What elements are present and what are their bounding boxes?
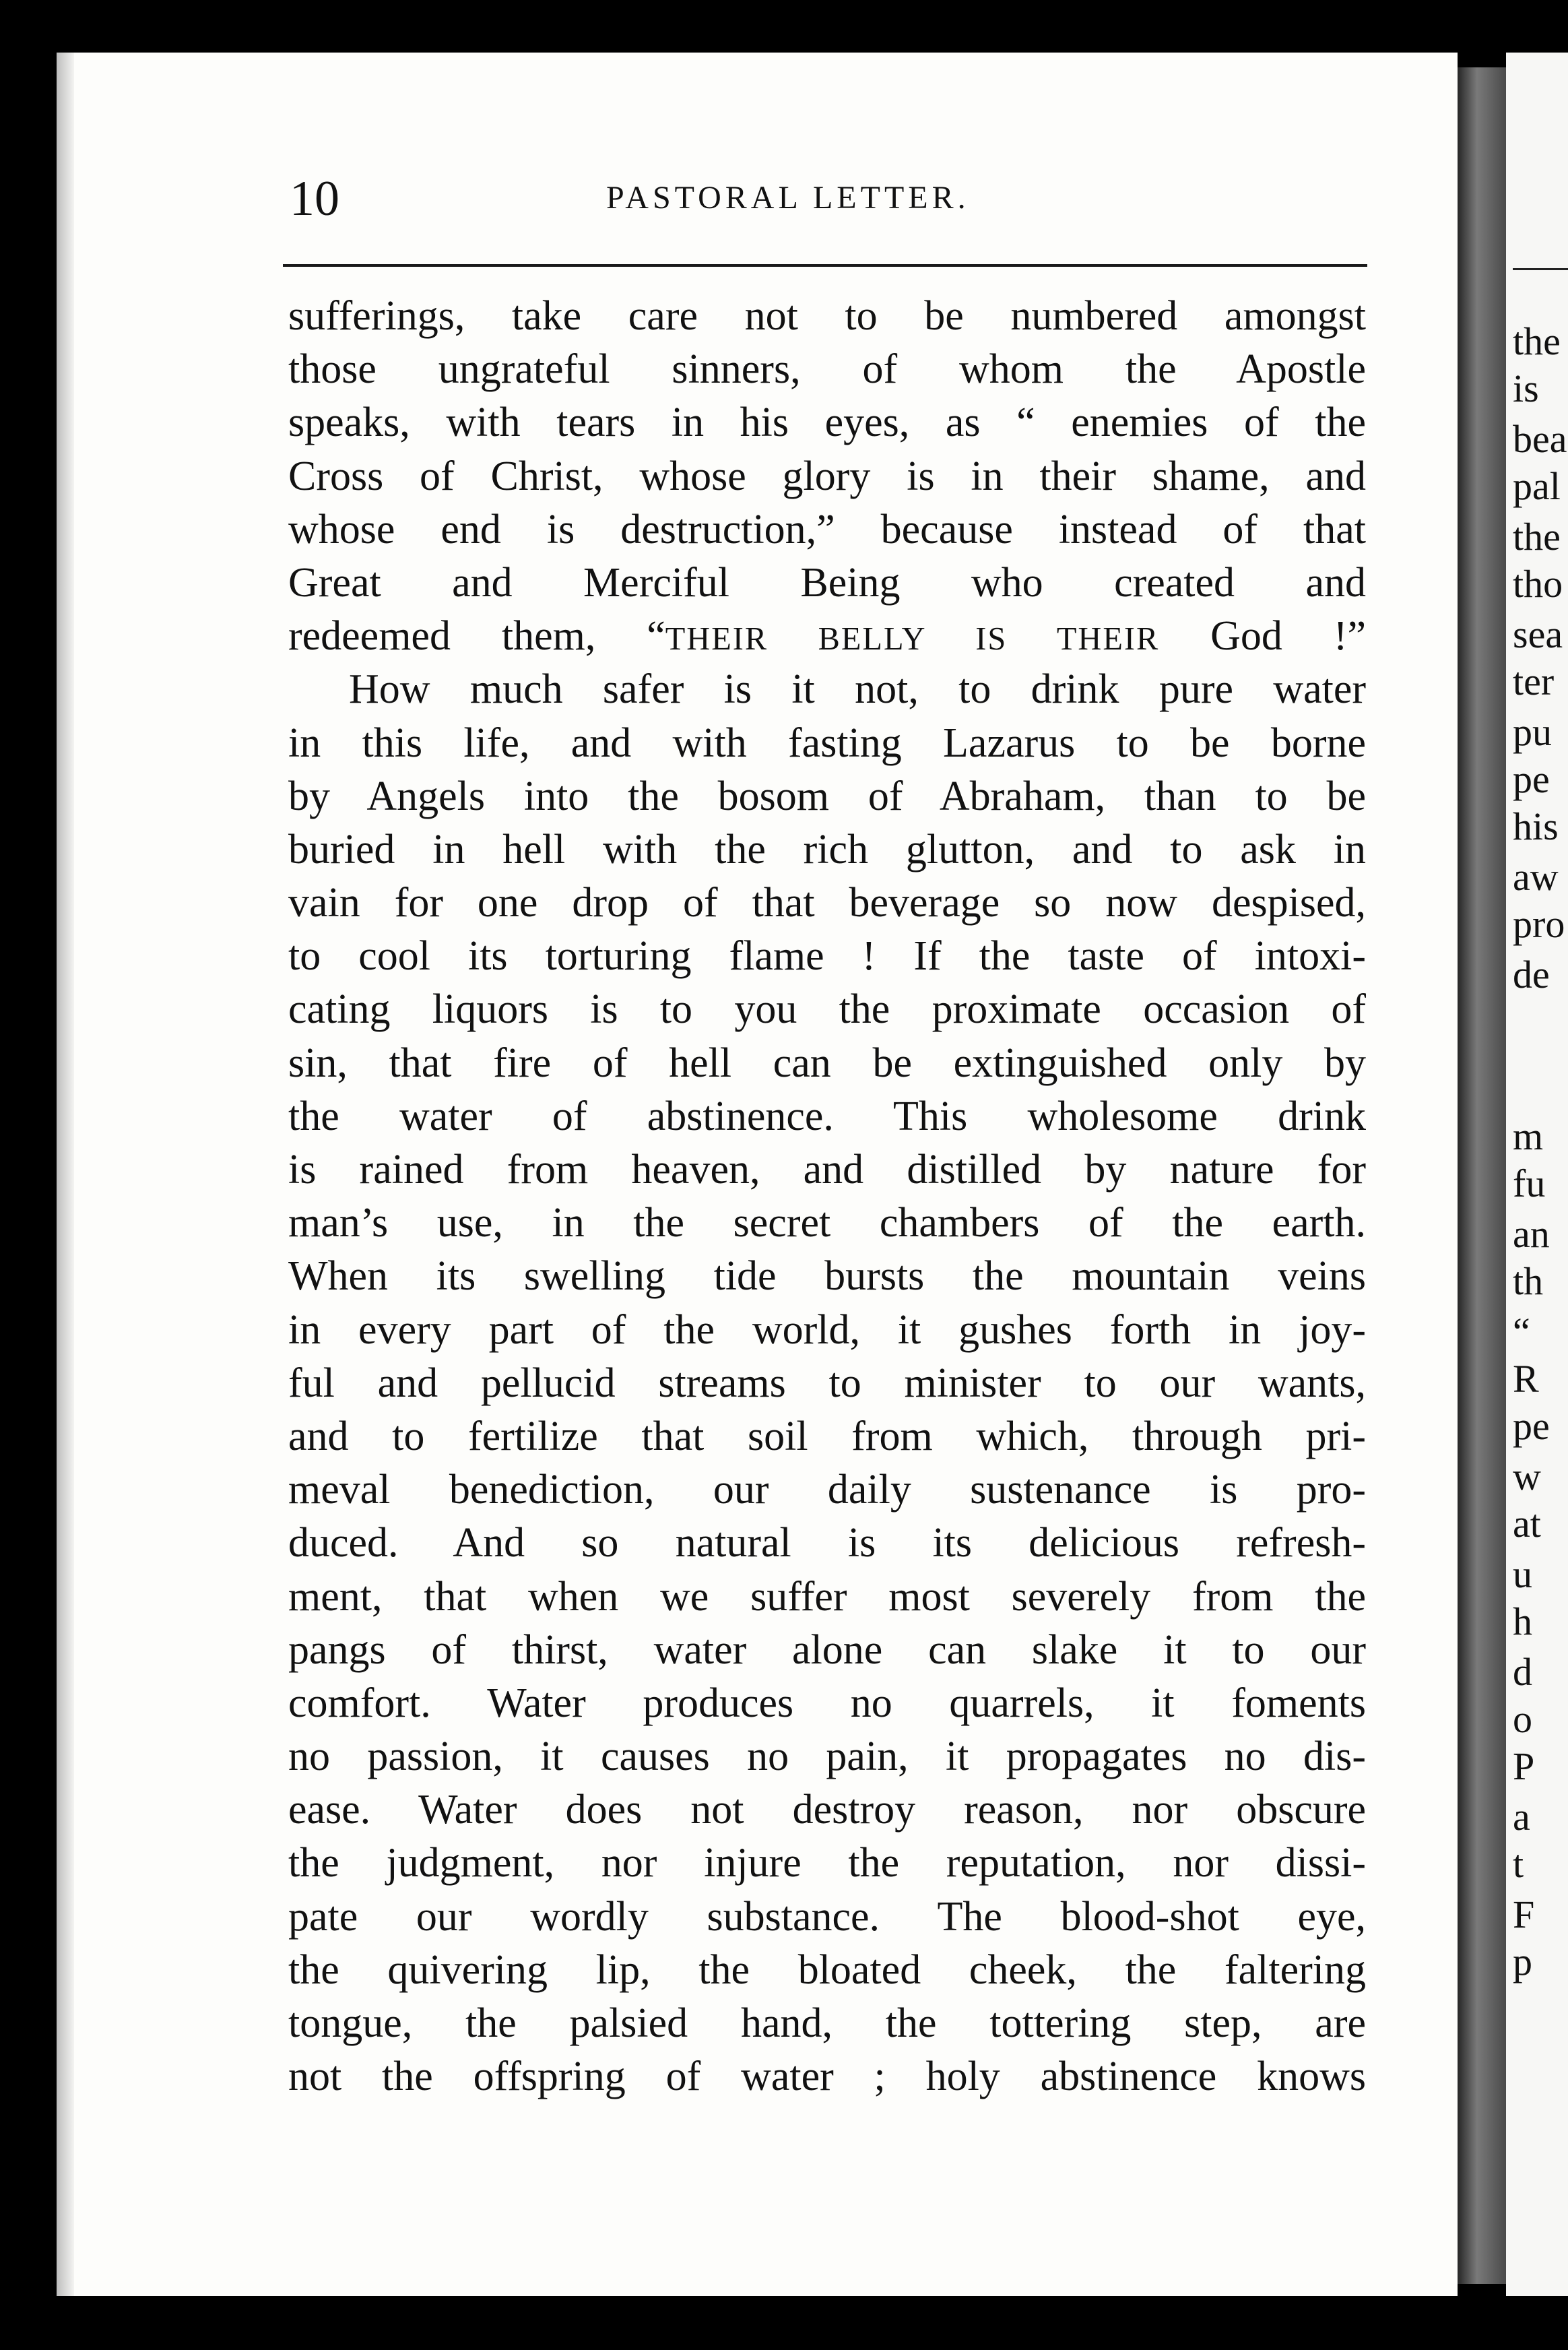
text-line xyxy=(288,1783,1366,1837)
page-number: 10 xyxy=(290,171,339,226)
facing-page-rule xyxy=(1513,268,1568,270)
text-line-content: and to fertilize that soil from which, through pri- xyxy=(288,1413,1366,1459)
text-line-content: sufferings, take care not to be numbered amongst xyxy=(288,293,1366,339)
text-line xyxy=(288,1837,1366,1890)
running-head: PASTORAL LETTER. xyxy=(606,180,970,216)
text-line-content: redeemed them, “ xyxy=(288,613,665,660)
text-line xyxy=(288,877,1366,930)
text-line-content: Cross of Christ, whose glory is in their shame, and xyxy=(288,453,1366,499)
text-line-content: sin, that fire of hell can be extinguished only by xyxy=(288,1040,1366,1086)
text-line xyxy=(288,1357,1366,1410)
text-line xyxy=(288,1463,1366,1517)
text-line-content: meval benediction, our daily sustenance is pro- xyxy=(288,1467,1366,1513)
body-text xyxy=(288,290,1366,2103)
text-line xyxy=(288,1037,1366,1090)
facing-page-text-fragment: h xyxy=(1513,1599,1532,1643)
text-line-content: is rained from heaven, and distilled by nature for xyxy=(288,1147,1366,1193)
text-line xyxy=(288,1891,1366,1944)
text-line-content: vain for one drop of that beverage so now despised, xyxy=(288,880,1366,926)
facing-page-text-fragment: the xyxy=(1513,319,1561,363)
text-line xyxy=(288,663,1366,716)
emphasis-end: God !” xyxy=(1210,613,1366,660)
emphasis-smallcaps: THEIR BELLY IS THEIR xyxy=(665,621,1160,658)
text-line xyxy=(288,1410,1366,1463)
book-gutter xyxy=(1458,67,1506,2284)
facing-page-text-fragment: pe xyxy=(1513,757,1550,801)
page-edge-shadow xyxy=(57,53,74,2296)
page-header xyxy=(290,171,1367,228)
text-line xyxy=(288,1944,1366,1997)
text-line-content: speaks, with tears in his eyes, as “ enemies of the xyxy=(288,400,1366,446)
facing-page-text-fragment: R xyxy=(1513,1357,1539,1401)
text-line-content: When its swelling tide bursts the mountain veins xyxy=(288,1253,1366,1300)
text-line-content: the judgment, nor injure the reputation, nor dissi- xyxy=(288,1840,1366,1886)
facing-page-text-fragment: an xyxy=(1513,1212,1550,1256)
text-line xyxy=(288,557,1366,610)
facing-page-text-fragment: “ xyxy=(1513,1310,1530,1354)
text-line xyxy=(288,503,1366,557)
text-line xyxy=(288,823,1366,877)
facing-page-fragment xyxy=(1506,53,1568,2296)
facing-page-text-fragment: pu xyxy=(1513,710,1552,754)
text-line xyxy=(288,717,1366,770)
facing-page-text-fragment: at xyxy=(1513,1502,1541,1546)
text-line-content: duced. And so natural is its delicious refresh- xyxy=(288,1520,1366,1566)
facing-page-text-fragment: ter xyxy=(1513,660,1555,703)
facing-page-text-fragment: th xyxy=(1513,1259,1544,1303)
text-line-content: no passion, it causes no pain, it propagates no dis- xyxy=(288,1734,1366,1780)
header-rule xyxy=(283,264,1367,267)
text-line-content: by Angels into the bosom of Abraham, than to be xyxy=(288,773,1366,819)
facing-page-text-fragment: t xyxy=(1513,1842,1524,1886)
text-line-content: the quivering lip, the bloated cheek, the faltering xyxy=(288,1946,1366,1993)
facing-page-text-fragment: pal xyxy=(1513,464,1561,508)
text-line-content: ful and pellucid streams to minister to our wants, xyxy=(288,1360,1366,1406)
text-line-content: ment, that when we suffer most severely from the xyxy=(288,1573,1366,1620)
text-line-content: in every part of the world, it gushes forth in joy- xyxy=(288,1306,1366,1353)
facing-page-text-fragment: his xyxy=(1513,804,1559,848)
text-line xyxy=(288,1570,1366,1624)
text-line-content: in this life, and with fasting Lazarus to be borne xyxy=(288,720,1366,766)
text-line xyxy=(288,1143,1366,1197)
text-line-content: the water of abstinence. This wholesome drink xyxy=(288,1093,1366,1139)
text-line xyxy=(288,1624,1366,1677)
facing-page-text-fragment: F xyxy=(1513,1893,1535,1936)
facing-page-text-fragment: pe xyxy=(1513,1404,1550,1448)
text-line xyxy=(288,1304,1366,1357)
facing-page-text-fragment: a xyxy=(1513,1795,1530,1839)
text-line xyxy=(288,290,1366,343)
text-line-content: not the offspring of water ; holy abstinence knows xyxy=(288,2054,1366,2100)
text-line xyxy=(288,770,1366,823)
facing-page-text-fragment: bea xyxy=(1513,417,1567,461)
text-line-content: comfort. Water produces no quarrels, it foments xyxy=(288,1680,1366,1726)
text-line xyxy=(288,610,1366,663)
facing-page-text-fragment: tho xyxy=(1513,562,1563,606)
text-line xyxy=(288,1197,1366,1250)
text-line-content: man’s use, in the secret chambers of the earth. xyxy=(288,1200,1366,1246)
text-line xyxy=(288,1517,1366,1570)
text-line-content: pangs of thirst, water alone can slake it to our xyxy=(288,1626,1366,1673)
text-line-content: How much safer is it not, to drink pure water xyxy=(349,666,1366,713)
facing-page-text-fragment: pro xyxy=(1513,902,1565,946)
text-line-content: Great and Merciful Being who created and xyxy=(288,559,1366,606)
text-line-content: cating liquors is to you the proximate occasion of xyxy=(288,986,1366,1033)
text-line xyxy=(288,930,1366,983)
text-line xyxy=(288,2050,1366,2103)
facing-page-text-fragment: w xyxy=(1513,1455,1541,1498)
text-line xyxy=(288,983,1366,1036)
text-line-content: to cool its torturing flame ! If the taste of intoxi- xyxy=(288,933,1366,980)
facing-page-text-fragment: p xyxy=(1513,1940,1532,1983)
text-line-content: ease. Water does not destroy reason, nor obscure xyxy=(288,1787,1366,1833)
text-line xyxy=(288,1090,1366,1143)
facing-page-text-fragment: aw xyxy=(1513,855,1559,899)
text-line xyxy=(288,1997,1366,2050)
facing-page-text-fragment: the xyxy=(1513,515,1561,559)
facing-page-text-fragment: de xyxy=(1513,953,1550,996)
text-line xyxy=(288,343,1366,396)
facing-page-text-fragment: u xyxy=(1513,1552,1532,1596)
text-line-content: pate our wordly substance. The blood-shot eye, xyxy=(288,1893,1366,1940)
facing-page-text-fragment: o xyxy=(1513,1697,1532,1741)
facing-page-text-fragment: d xyxy=(1513,1650,1532,1694)
facing-page-text-fragment: m xyxy=(1513,1114,1544,1158)
facing-page-text-fragment: fu xyxy=(1513,1162,1546,1205)
text-line-content: buried in hell with the rich glutton, and to ask in xyxy=(288,826,1366,872)
text-line-content: tongue, the palsied hand, the tottering step, are xyxy=(288,2000,1366,2046)
facing-page-text-fragment: is xyxy=(1513,367,1539,410)
text-line xyxy=(288,1677,1366,1730)
text-line xyxy=(288,1250,1366,1303)
text-line xyxy=(288,450,1366,503)
text-line-content: whose end is destruction,” because instead of that xyxy=(288,506,1366,552)
text-line xyxy=(288,1730,1366,1783)
facing-page-text-fragment: sea xyxy=(1513,612,1563,656)
facing-page-text-fragment: P xyxy=(1513,1744,1535,1788)
text-line-content: those ungrateful sinners, of whom the Apostle xyxy=(288,346,1366,393)
text-line xyxy=(288,396,1366,449)
